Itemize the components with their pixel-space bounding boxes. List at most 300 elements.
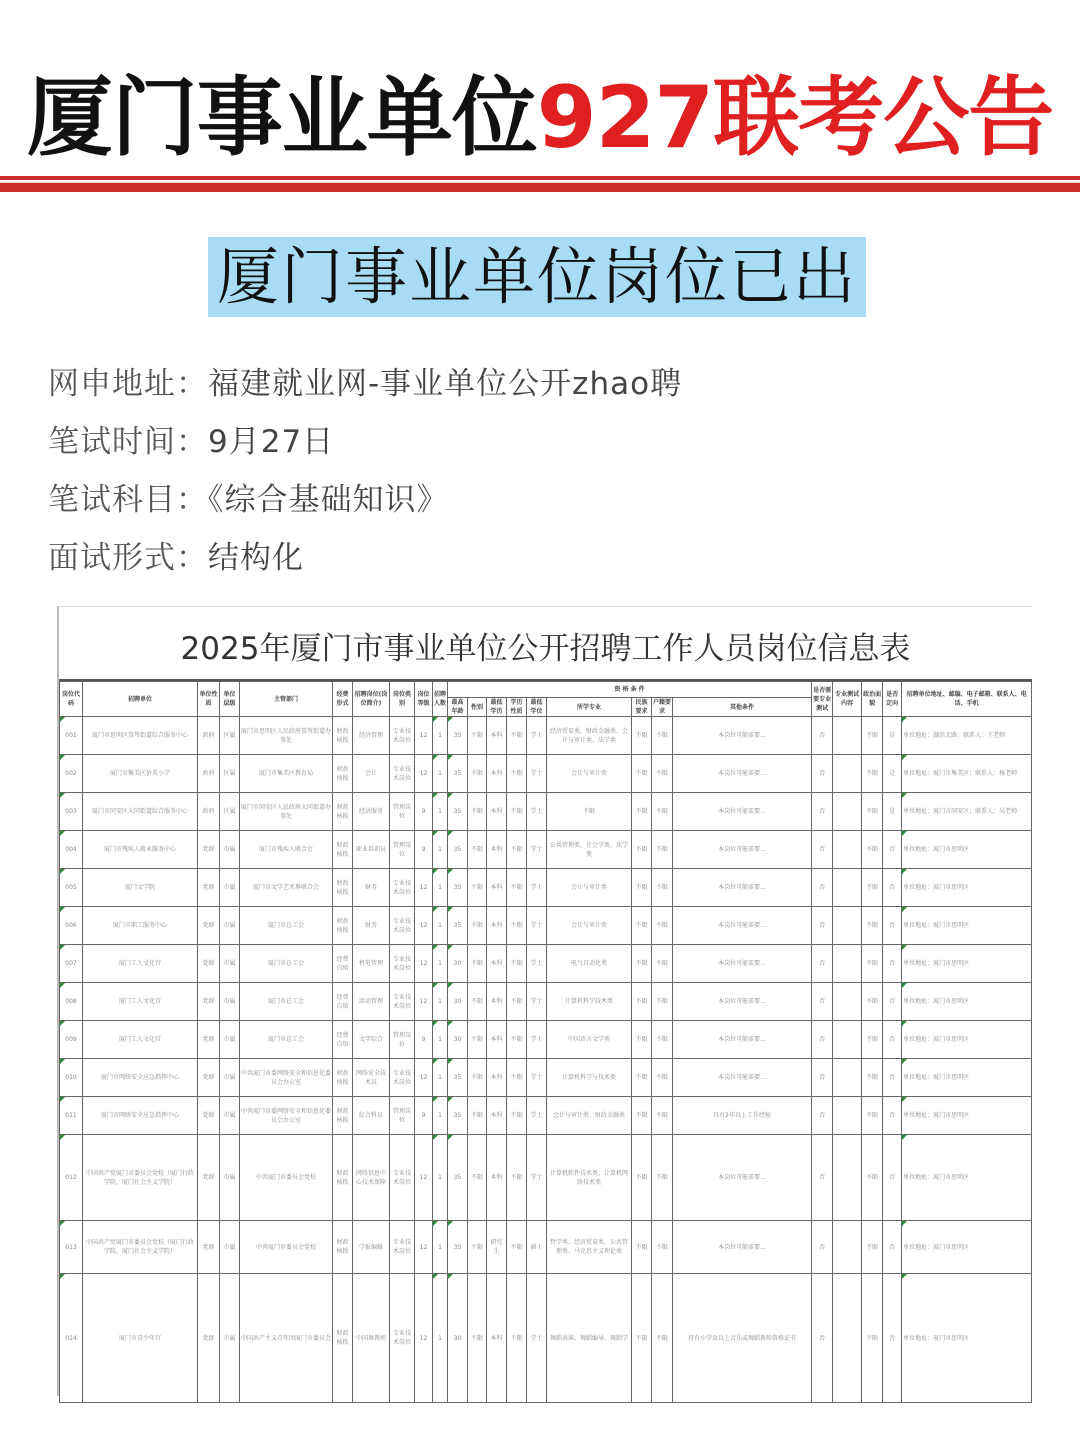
table-cell: 市属 bbox=[220, 945, 240, 983]
table-cell: 不限 bbox=[468, 1221, 487, 1274]
table-cell: 1 bbox=[433, 945, 448, 983]
table-cell: 本岗位可能需要... bbox=[673, 869, 812, 907]
table-cell: 本科 bbox=[487, 1097, 507, 1135]
table-cell: 单位地址：厦门市思明区 bbox=[902, 1021, 1032, 1059]
table-cell bbox=[833, 1021, 862, 1059]
column-header: 经费形式 bbox=[333, 682, 353, 717]
table-cell: 学士 bbox=[527, 831, 547, 869]
table-cell: 35 bbox=[448, 869, 468, 907]
table-cell: 持有小学及以上音乐或舞蹈教师资格证书 bbox=[673, 1274, 812, 1403]
table-cell: 经费自给 bbox=[333, 1021, 353, 1059]
table-cell: 本科 bbox=[487, 831, 507, 869]
table-cell: 否 bbox=[812, 831, 833, 869]
table-cell: 市属 bbox=[220, 907, 240, 945]
table-cell: 专业技术岗位 bbox=[390, 869, 415, 907]
table-cell: 单位地址：厦门市思明区 bbox=[902, 831, 1032, 869]
table-cell: 单位地址：厦门市思明区 bbox=[902, 907, 1032, 945]
table-cell: 中国共产主义青年团厦门市委员会 bbox=[240, 1274, 333, 1403]
table-cell: 不限 bbox=[652, 717, 673, 755]
table-cell: 否 bbox=[883, 945, 902, 983]
table-row bbox=[60, 1221, 1032, 1274]
table-cell: 党群 bbox=[198, 1221, 220, 1274]
table-cell: 市属 bbox=[220, 1135, 240, 1221]
table-cell: 否 bbox=[812, 1021, 833, 1059]
table-cell: 不限 bbox=[632, 1097, 652, 1135]
table-cell: 不限 bbox=[507, 1097, 527, 1135]
table-cell: 1 bbox=[433, 793, 448, 831]
table-cell: 否 bbox=[883, 1135, 902, 1221]
table-cell: 单位地址：厦门市思明区 bbox=[902, 1135, 1032, 1221]
table-cell: 本科 bbox=[487, 1021, 507, 1059]
table-cell: 厦门市文学艺术界联合会 bbox=[240, 869, 333, 907]
table-cell: 否 bbox=[812, 1274, 833, 1403]
table-cell: 不限 bbox=[652, 793, 673, 831]
table-cell: 本科 bbox=[487, 983, 507, 1021]
group-header-qualifications: 资 格 条 件 bbox=[448, 682, 812, 698]
table-cell: 不限 bbox=[468, 869, 487, 907]
table-cell: 否 bbox=[883, 1221, 902, 1274]
table-cell: 本岗位可能需要... bbox=[673, 907, 812, 945]
table-row bbox=[60, 869, 1032, 907]
table-cell: 012 bbox=[60, 1135, 83, 1221]
table-cell bbox=[833, 831, 862, 869]
table-cell: 不限 bbox=[652, 1135, 673, 1221]
table-cell: 经济贸易类、财政金融类、会计与审计类、法学类 bbox=[547, 717, 632, 755]
table-cell: 12 bbox=[415, 1274, 433, 1403]
table-row bbox=[60, 755, 1032, 793]
column-header: 政治面貌 bbox=[862, 682, 883, 717]
table-row bbox=[60, 1059, 1032, 1097]
table-cell: 不限 bbox=[862, 945, 883, 983]
table-cell: 否 bbox=[812, 717, 833, 755]
table-cell: 计算机科学技术类 bbox=[547, 983, 632, 1021]
table-cell: 不限 bbox=[652, 1021, 673, 1059]
table-cell: 党群 bbox=[198, 1021, 220, 1059]
table-cell: 会计与审计类 bbox=[547, 869, 632, 907]
subtitle-banner: 厦门事业单位岗位已出 bbox=[208, 237, 866, 317]
table-cell: 不限 bbox=[652, 1221, 673, 1274]
table-row bbox=[60, 1021, 1032, 1059]
table-cell: 不限 bbox=[468, 1059, 487, 1097]
table-cell: 厦门市集美区教育局 bbox=[240, 755, 333, 793]
column-header: 学历性质 bbox=[507, 698, 527, 717]
table-cell: 不限 bbox=[507, 793, 527, 831]
table-cell: 财政核拨 bbox=[333, 1059, 353, 1097]
table-cell: 否 bbox=[883, 831, 902, 869]
table-cell: 004 bbox=[60, 831, 83, 869]
table-cell: 综合科员 bbox=[353, 1097, 390, 1135]
table-cell: 否 bbox=[812, 1221, 833, 1274]
table-cell: 不限 bbox=[507, 945, 527, 983]
table-cell: 本岗位可能需要... bbox=[673, 717, 812, 755]
column-header: 最低学历 bbox=[487, 698, 507, 717]
table-row bbox=[60, 983, 1032, 1021]
column-header: 所学专业 bbox=[547, 698, 632, 717]
table-cell: 12 bbox=[415, 945, 433, 983]
divider-thick bbox=[0, 182, 1080, 192]
table-row bbox=[60, 907, 1032, 945]
table-cell: 学士 bbox=[527, 1059, 547, 1097]
table-cell: 本岗位可能需要... bbox=[673, 945, 812, 983]
table-cell: 厦门工人文化宫 bbox=[83, 1021, 198, 1059]
table-cell bbox=[833, 869, 862, 907]
table-cell: 公共管理类、社会学类、法学类 bbox=[547, 831, 632, 869]
table-cell: 本岗位可能需要... bbox=[673, 1221, 812, 1274]
table-cell: 不限 bbox=[862, 1021, 883, 1059]
column-header: 是否需要专业测试 bbox=[812, 682, 833, 717]
table-cell: 会计与审计类 bbox=[547, 907, 632, 945]
table-cell: 学士 bbox=[527, 945, 547, 983]
table-cell: 不限 bbox=[507, 1274, 527, 1403]
table-cell: 不限 bbox=[652, 755, 673, 793]
table-cell: 财政核拨 bbox=[333, 1221, 353, 1274]
table-cell: 厦门市网络安全应急指挥中心 bbox=[83, 1059, 198, 1097]
table-cell: 007 bbox=[60, 945, 83, 983]
table-cell: 经费自给 bbox=[333, 945, 353, 983]
table-cell: 本科 bbox=[487, 869, 507, 907]
table-cell: 厦门市残疾人联合会 bbox=[240, 831, 333, 869]
table-cell: 管理岗位 bbox=[390, 1097, 415, 1135]
table-cell: 学士 bbox=[527, 793, 547, 831]
table-cell: 本科 bbox=[487, 755, 507, 793]
table-cell: 否 bbox=[883, 869, 902, 907]
table-cell: 区属 bbox=[220, 717, 240, 755]
headline-black: 厦门事业单位 bbox=[26, 68, 537, 168]
table-cell: 008 bbox=[60, 983, 83, 1021]
table-cell: 专业技术岗位 bbox=[390, 1135, 415, 1221]
table-cell: 003 bbox=[60, 793, 83, 831]
table-cell: 否 bbox=[812, 869, 833, 907]
info-line-interview bbox=[48, 532, 304, 577]
table-cell: 不限 bbox=[652, 1059, 673, 1097]
table-cell: 学报编辑 bbox=[353, 1221, 390, 1274]
table-cell: 本科 bbox=[487, 1274, 507, 1403]
table-cell: 否 bbox=[812, 945, 833, 983]
table-cell: 计算机软件技术类、计算机网络技术类 bbox=[547, 1135, 632, 1221]
table-cell: 9 bbox=[415, 793, 433, 831]
table-cell: 本岗位可能需要... bbox=[673, 1059, 812, 1097]
table-cell: 厦门市总工会 bbox=[240, 1021, 333, 1059]
table-cell bbox=[833, 1097, 862, 1135]
table-cell: 35 bbox=[448, 1059, 468, 1097]
table-cell: 单位地址：厦门市思明区 bbox=[902, 1059, 1032, 1097]
table-cell: 30 bbox=[448, 1274, 468, 1403]
table-cell: 否 bbox=[883, 983, 902, 1021]
table-cell: 12 bbox=[415, 869, 433, 907]
table-cell: 中共厦门市委员会党校 bbox=[240, 1221, 333, 1274]
table-cell: 会计 bbox=[353, 755, 390, 793]
table-cell: 不限 bbox=[468, 1021, 487, 1059]
table-cell: 厦门市总工会 bbox=[240, 983, 333, 1021]
table-cell: 管理岗位 bbox=[390, 793, 415, 831]
table-cell bbox=[833, 793, 862, 831]
table-cell: 35 bbox=[448, 755, 468, 793]
table-cell: 职业培训员 bbox=[353, 831, 390, 869]
table-cell: 不限 bbox=[468, 945, 487, 983]
table-cell: 学士 bbox=[527, 869, 547, 907]
table-cell bbox=[833, 983, 862, 1021]
table-cell: 本岗位可能需要... bbox=[673, 793, 812, 831]
table-cell: 会计与审计类 bbox=[547, 755, 632, 793]
table-cell: 12 bbox=[415, 1221, 433, 1274]
table-cell: 党群 bbox=[198, 907, 220, 945]
table-cell: 网络安全技术员 bbox=[353, 1059, 390, 1097]
table-cell: 学士 bbox=[527, 755, 547, 793]
table-cell: 财政核拨 bbox=[333, 831, 353, 869]
table-cell: 1 bbox=[433, 717, 448, 755]
table-cell: 厦门工人文化宫 bbox=[83, 983, 198, 1021]
table-cell: 财政核拨 bbox=[333, 755, 353, 793]
table-cell: 中共厦门市委员会党校 bbox=[240, 1135, 333, 1221]
table-cell: 市属 bbox=[220, 831, 240, 869]
table-cell: 不限 bbox=[652, 983, 673, 1021]
table-cell: 党群 bbox=[198, 1097, 220, 1135]
table-cell: 不限 bbox=[468, 793, 487, 831]
table-cell: 不限 bbox=[468, 755, 487, 793]
table-cell: 不限 bbox=[862, 755, 883, 793]
table-cell: 财政核拨 bbox=[333, 1274, 353, 1403]
table-cell: 党群 bbox=[198, 945, 220, 983]
table-cell: 不限 bbox=[652, 869, 673, 907]
table-cell: 不限 bbox=[652, 907, 673, 945]
info-label: 笔试时间： bbox=[48, 424, 208, 460]
table-row bbox=[60, 1274, 1032, 1403]
table-cell: 否 bbox=[812, 983, 833, 1021]
table-cell: 35 bbox=[448, 831, 468, 869]
table-cell: 经济管理 bbox=[353, 717, 390, 755]
column-header: 招聘单位地址、邮编、电子邮箱、联系人、电话、手机 bbox=[902, 682, 1032, 717]
table-cell: 是 bbox=[883, 717, 902, 755]
table-cell: 1 bbox=[433, 1059, 448, 1097]
table-cell: 学士 bbox=[527, 907, 547, 945]
table-row bbox=[60, 831, 1032, 869]
column-header: 招聘人数 bbox=[433, 682, 448, 717]
table-cell: 中国共产党厦门市委员会党校（厦门行政学院、厦门社会主义学院） bbox=[83, 1221, 198, 1274]
table-cell: 不限 bbox=[632, 1059, 652, 1097]
table-cell bbox=[833, 717, 862, 755]
table-cell: 专业技术岗位 bbox=[390, 1221, 415, 1274]
table-cell: 是 bbox=[883, 793, 902, 831]
table-cell: 单位地址：厦门市思明区 bbox=[902, 1274, 1032, 1403]
table-cell: 不限 bbox=[632, 1021, 652, 1059]
table-cell: 厦门市思明区筼筜街道综合服务中心 bbox=[83, 717, 198, 755]
table-cell: 本岗位可能需要... bbox=[673, 1135, 812, 1221]
table-cell: 不限 bbox=[632, 1135, 652, 1221]
info-label: 笔试科目： bbox=[48, 482, 208, 518]
table-cell: 财政核拨 bbox=[333, 793, 353, 831]
table-cell: 本科 bbox=[487, 1059, 507, 1097]
table-cell: 1 bbox=[433, 1021, 448, 1059]
table-cell: 1 bbox=[433, 1097, 448, 1135]
table-cell: 005 bbox=[60, 869, 83, 907]
table-cell: 否 bbox=[812, 755, 833, 793]
table-cell: 不限 bbox=[507, 1221, 527, 1274]
table-cell: 经费自给 bbox=[333, 983, 353, 1021]
table-cell: 学士 bbox=[527, 1097, 547, 1135]
column-header: 民族要求 bbox=[632, 698, 652, 717]
table-cell: 001 bbox=[60, 717, 83, 755]
table-cell: 12 bbox=[415, 983, 433, 1021]
table-cell: 市属 bbox=[220, 1221, 240, 1274]
position-table-screenshot bbox=[57, 606, 1032, 1396]
table-cell: 不限 bbox=[632, 1274, 652, 1403]
table-cell: 不限 bbox=[652, 831, 673, 869]
table-cell: 专业技术岗位 bbox=[390, 1274, 415, 1403]
table-row bbox=[60, 1097, 1032, 1135]
column-header: 单位性质 bbox=[198, 682, 220, 717]
table-cell: 机电管理 bbox=[353, 945, 390, 983]
table-cell: 35 bbox=[448, 717, 468, 755]
table-cell: 中国共产党厦门市委员会党校（厦门行政学院、厦门社会主义学院） bbox=[83, 1135, 198, 1221]
table-cell: 单位地址：厦门市思明区 bbox=[902, 1221, 1032, 1274]
table-cell bbox=[833, 755, 862, 793]
table-cell: 12 bbox=[415, 1059, 433, 1097]
table-cell: 专业技术岗位 bbox=[390, 717, 415, 755]
table-cell: 006 bbox=[60, 907, 83, 945]
table-cell: 专业技术岗位 bbox=[390, 945, 415, 983]
table-cell: 本岗位可能需要... bbox=[673, 831, 812, 869]
column-header: 岗位等级 bbox=[415, 682, 433, 717]
table-cell: 本岗位可能需要... bbox=[673, 755, 812, 793]
column-header: 性别 bbox=[468, 698, 487, 717]
table-cell: 电气自动化类 bbox=[547, 945, 632, 983]
table-cell: 否 bbox=[812, 907, 833, 945]
table-cell: 1 bbox=[433, 1135, 448, 1221]
table-cell: 不限 bbox=[468, 831, 487, 869]
table-cell: 12 bbox=[415, 755, 433, 793]
column-header: 是否定向 bbox=[883, 682, 902, 717]
table-cell: 不限 bbox=[507, 907, 527, 945]
table-cell: 不限 bbox=[632, 907, 652, 945]
column-header: 岗位代码 bbox=[60, 682, 83, 717]
table-cell: 不限 bbox=[507, 1021, 527, 1059]
table-cell: 党群 bbox=[198, 1059, 220, 1097]
table-cell: 文字综合 bbox=[353, 1021, 390, 1059]
table-cell: 1 bbox=[433, 1221, 448, 1274]
table-cell: 专业技术岗位 bbox=[390, 983, 415, 1021]
table-cell: 专业技术岗位 bbox=[390, 755, 415, 793]
table-cell: 专业技术岗位 bbox=[390, 1059, 415, 1097]
table-cell: 厦门市思明区人民政府筼筜街道办事处 bbox=[240, 717, 333, 755]
table-cell: 不限 bbox=[468, 1274, 487, 1403]
table-cell: 否 bbox=[812, 1097, 833, 1135]
table-row bbox=[60, 717, 1032, 755]
table-cell: 市属 bbox=[220, 869, 240, 907]
table-cell: 9 bbox=[415, 1021, 433, 1059]
table-cell: 单位地址：厦门市集美区；联系人：杨老师 bbox=[902, 755, 1032, 793]
table-cell: 活动管理 bbox=[353, 983, 390, 1021]
table-cell: 政府 bbox=[198, 755, 220, 793]
table-cell: 不限 bbox=[652, 1274, 673, 1403]
table-cell bbox=[833, 907, 862, 945]
table-cell: 不限 bbox=[632, 869, 652, 907]
table-cell: 12 bbox=[415, 1135, 433, 1221]
table-cell: 市属 bbox=[220, 1021, 240, 1059]
info-line-apply bbox=[48, 358, 682, 403]
table-cell: 党群 bbox=[198, 1274, 220, 1403]
table-cell: 会计与审计类、财政金融类 bbox=[547, 1097, 632, 1135]
table-cell: 政府 bbox=[198, 717, 220, 755]
table-cell: 不限 bbox=[862, 1221, 883, 1274]
table-cell: 不限 bbox=[862, 1059, 883, 1097]
table-cell: 不限 bbox=[468, 1097, 487, 1135]
table-cell: 本科 bbox=[487, 1135, 507, 1221]
table-cell: 中共厦门市委网络安全和信息化委员会办公室 bbox=[240, 1059, 333, 1097]
table-cell: 否 bbox=[883, 907, 902, 945]
column-header: 最低学位 bbox=[527, 698, 547, 717]
table-cell: 不限 bbox=[547, 793, 632, 831]
table-cell: 政府 bbox=[198, 793, 220, 831]
table-cell: 1 bbox=[433, 983, 448, 1021]
table-cell: 本科 bbox=[487, 717, 507, 755]
table-cell: 单位地址：厦门市思明区 bbox=[902, 983, 1032, 1021]
table-cell: 不限 bbox=[507, 831, 527, 869]
table-cell: 30 bbox=[448, 983, 468, 1021]
table-cell: 002 bbox=[60, 755, 83, 793]
table-cell: 厦门市同安区大同街道综合服务中心 bbox=[83, 793, 198, 831]
info-value: 结构化 bbox=[208, 540, 304, 576]
table-cell: 9 bbox=[415, 831, 433, 869]
table-cell bbox=[833, 945, 862, 983]
table-cell: 研究生 bbox=[487, 1221, 507, 1274]
table-cell: 厦门市青少年宫 bbox=[83, 1274, 198, 1403]
table-cell: 不限 bbox=[862, 1135, 883, 1221]
column-header: 岗位类别 bbox=[390, 682, 415, 717]
table-row bbox=[60, 1135, 1032, 1221]
table-cell: 党群 bbox=[198, 831, 220, 869]
table-cell bbox=[833, 1059, 862, 1097]
table-cell: 单位地址：厦门市思明区 bbox=[902, 1097, 1032, 1135]
table-cell: 不限 bbox=[507, 755, 527, 793]
info-value: 《综合基础知识》 bbox=[208, 482, 449, 518]
table-cell: 厦门市总工会 bbox=[240, 945, 333, 983]
table-cell: 不限 bbox=[652, 1097, 673, 1135]
table-cell: 学士 bbox=[527, 1274, 547, 1403]
table-cell: 35 bbox=[448, 907, 468, 945]
table-cell: 否 bbox=[812, 1135, 833, 1221]
table-cell bbox=[833, 1274, 862, 1403]
table-cell: 计算机科学与技术类 bbox=[547, 1059, 632, 1097]
table-cell: 本科 bbox=[487, 945, 507, 983]
table-cell: 学士 bbox=[527, 1135, 547, 1221]
table-cell: 管理岗位 bbox=[390, 1021, 415, 1059]
table-cell: 不限 bbox=[507, 983, 527, 1021]
table-cell: 不限 bbox=[468, 717, 487, 755]
table-cell: 财政核拨 bbox=[333, 869, 353, 907]
table-cell: 舞蹈表演、舞蹈编导、舞蹈学 bbox=[547, 1274, 632, 1403]
table-cell: 不限 bbox=[862, 717, 883, 755]
table-cell: 厦门市职工服务中心 bbox=[83, 907, 198, 945]
table-cell: 不限 bbox=[862, 793, 883, 831]
column-header: 最高年龄 bbox=[448, 698, 468, 717]
info-value: 福建就业网-事业单位公开zhao聘 bbox=[208, 366, 683, 402]
table-cell: 不限 bbox=[507, 717, 527, 755]
table-cell: 是 bbox=[883, 755, 902, 793]
position-table bbox=[59, 681, 1032, 1403]
table-cell: 哲学类、经济贸易类、公共管理类、马克思主义理论类 bbox=[547, 1221, 632, 1274]
table-cell: 厦门工人文化宫 bbox=[83, 945, 198, 983]
table-cell bbox=[833, 1221, 862, 1274]
column-header: 其他条件 bbox=[673, 698, 812, 717]
table-cell: 不限 bbox=[632, 831, 652, 869]
table-cell: 不限 bbox=[632, 945, 652, 983]
column-header: 户籍要求 bbox=[653, 699, 672, 715]
table-cell: 不限 bbox=[507, 1059, 527, 1097]
table-cell: 不限 bbox=[862, 1097, 883, 1135]
table-cell: 否 bbox=[883, 1097, 902, 1135]
table-cell: 单位地址：厦门市思明区 bbox=[902, 945, 1032, 983]
table-cell: 1 bbox=[433, 831, 448, 869]
